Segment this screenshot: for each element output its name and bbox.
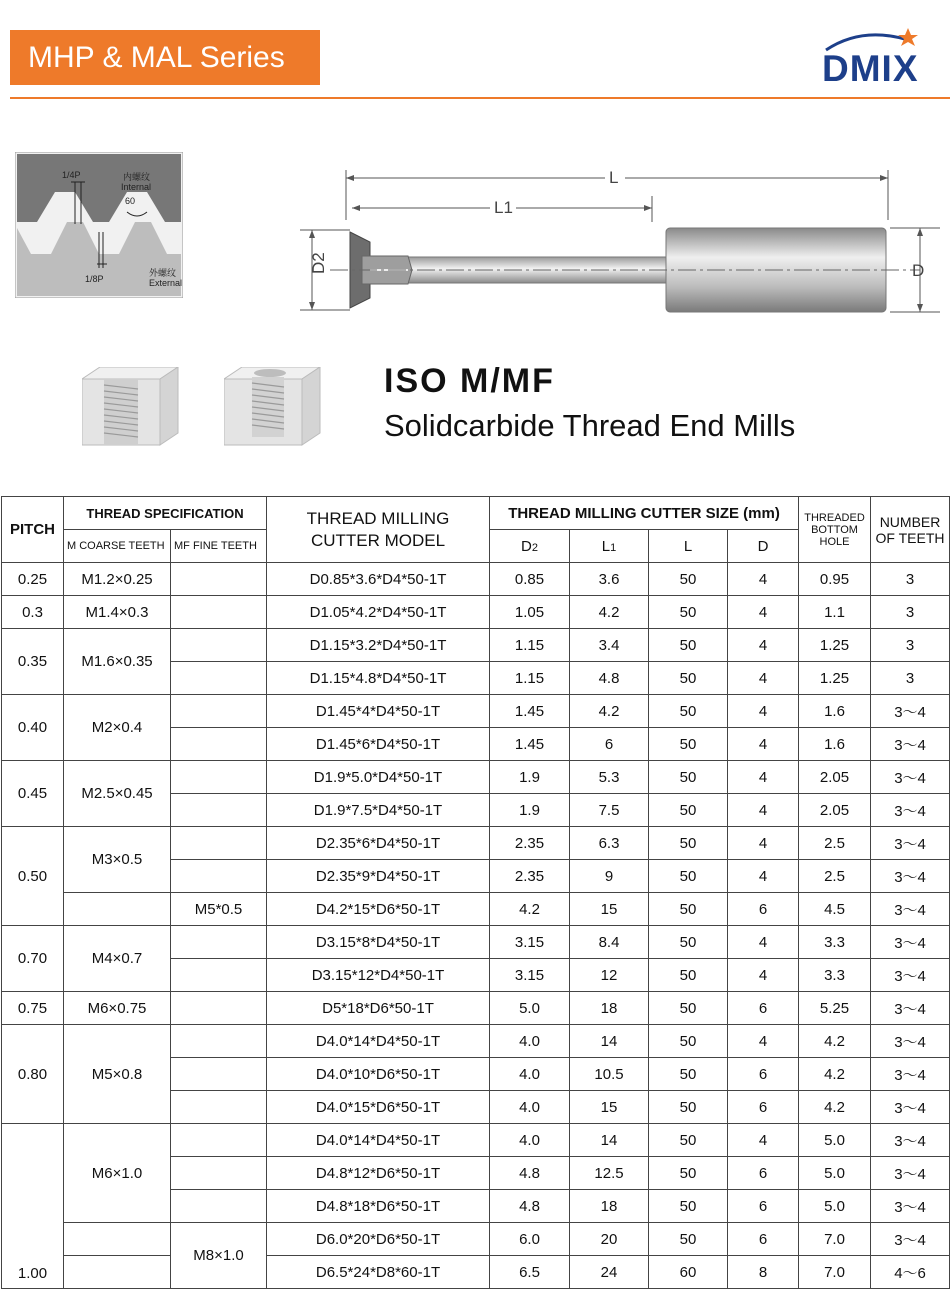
teeth-cell: 3～4 xyxy=(871,1157,950,1190)
d-cell: 6 xyxy=(728,1223,799,1256)
coarse-cell: M6×0.75 xyxy=(64,992,171,1025)
teeth-cell: 3～4 xyxy=(871,1058,950,1091)
l1-cell: 12.5 xyxy=(570,1157,649,1190)
fine-cell: M5*0.5 xyxy=(171,893,267,926)
header-coarse-teeth: M COARSE TEETH xyxy=(64,530,171,563)
teeth-cell: 3 xyxy=(871,596,950,629)
d2-cell: 6.0 xyxy=(490,1223,570,1256)
l-cell: 50 xyxy=(649,860,728,893)
l1-cell: 12 xyxy=(570,959,649,992)
d2-cell: 1.45 xyxy=(490,695,570,728)
coarse-cell: M6×1.0 xyxy=(64,1124,171,1223)
d-cell: 4 xyxy=(728,827,799,860)
coarse-cell xyxy=(64,1223,171,1256)
l1-cell: 10.5 xyxy=(570,1058,649,1091)
teeth-cell: 3～4 xyxy=(871,1190,950,1223)
threaded-block-hole-image xyxy=(224,367,324,449)
header-l1 xyxy=(570,530,649,563)
header-bottom-hole-line2: BOTTOM xyxy=(811,523,858,536)
header-d2-main: D xyxy=(521,537,532,555)
l-cell: 50 xyxy=(649,992,728,1025)
pitch-cell: 0.40 xyxy=(2,695,64,761)
fine-cell xyxy=(171,1157,267,1190)
table-row xyxy=(2,1256,950,1289)
d2-cell: 0.85 xyxy=(490,563,570,596)
dim-l-label: L xyxy=(609,168,619,187)
header-bottom-hole xyxy=(799,497,871,563)
model-cell: D3.15*8*D4*50-1T xyxy=(267,926,490,959)
table-row xyxy=(2,695,950,728)
table-row xyxy=(2,827,950,860)
l-cell: 50 xyxy=(649,1223,728,1256)
d-cell: 4 xyxy=(728,1025,799,1058)
d2-cell: 4.8 xyxy=(490,1157,570,1190)
fine-cell xyxy=(171,662,267,695)
table-row xyxy=(2,893,950,926)
model-cell: D1.15*4.8*D4*50-1T xyxy=(267,662,490,695)
hole-cell: 1.25 xyxy=(799,662,871,695)
header-thread-spec: THREAD SPECIFICATION xyxy=(64,497,267,530)
threaded-block-cutaway-image xyxy=(82,367,182,449)
coarse-cell: M3×0.5 xyxy=(64,827,171,893)
series-label: MHP & MAL Series xyxy=(10,30,320,85)
standard-title: ISO M/MF xyxy=(384,362,555,400)
l-cell: 50 xyxy=(649,1190,728,1223)
hole-cell: 5.25 xyxy=(799,992,871,1025)
pitch-cell: 0.25 xyxy=(2,563,64,596)
pitch-cell: 0.75 xyxy=(2,992,64,1025)
model-cell: D4.8*12*D6*50-1T xyxy=(267,1157,490,1190)
teeth-cell: 3～4 xyxy=(871,1223,950,1256)
l-cell: 50 xyxy=(649,827,728,860)
teeth-cell: 3～4 xyxy=(871,827,950,860)
hole-cell: 3.3 xyxy=(799,926,871,959)
fine-cell xyxy=(171,926,267,959)
dim-d2-label: D2 xyxy=(309,252,328,274)
d2-cell: 2.35 xyxy=(490,860,570,893)
table-row xyxy=(2,926,950,959)
hole-cell: 2.5 xyxy=(799,827,871,860)
teeth-cell: 3～4 xyxy=(871,728,950,761)
table-row xyxy=(2,629,950,662)
teeth-cell: 3～4 xyxy=(871,1025,950,1058)
teeth-cell: 3～4 xyxy=(871,992,950,1025)
model-cell: D4.0*10*D6*50-1T xyxy=(267,1058,490,1091)
table-row xyxy=(2,563,950,596)
pitch-cell: 0.50 xyxy=(2,827,64,926)
d2-cell: 4.0 xyxy=(490,1025,570,1058)
teeth-cell: 3 xyxy=(871,563,950,596)
d2-cell: 1.45 xyxy=(490,728,570,761)
header-fine-teeth: MF FINE TEETH xyxy=(171,530,267,563)
d2-cell: 2.35 xyxy=(490,827,570,860)
header-teeth xyxy=(871,497,950,563)
l1-cell: 4.2 xyxy=(570,695,649,728)
d-cell: 6 xyxy=(728,1058,799,1091)
fine-cell xyxy=(171,827,267,860)
header-l1-sub: 1 xyxy=(610,541,617,554)
model-cell: D3.15*12*D4*50-1T xyxy=(267,959,490,992)
l-cell: 50 xyxy=(649,959,728,992)
angle-label: 60 xyxy=(125,196,136,206)
table-row xyxy=(2,761,950,794)
d2-cell: 4.0 xyxy=(490,1091,570,1124)
l1-cell: 4.2 xyxy=(570,596,649,629)
hole-cell: 2.5 xyxy=(799,860,871,893)
teeth-cell: 3 xyxy=(871,662,950,695)
model-cell: D4.8*18*D6*50-1T xyxy=(267,1190,490,1223)
brand-name: DMIX xyxy=(822,48,919,89)
hole-cell: 5.0 xyxy=(799,1124,871,1157)
l-cell: 50 xyxy=(649,1124,728,1157)
l1-cell: 14 xyxy=(570,1124,649,1157)
teeth-cell: 3～4 xyxy=(871,695,950,728)
fine-cell xyxy=(171,1091,267,1124)
d-cell: 4 xyxy=(728,1124,799,1157)
l-cell: 50 xyxy=(649,695,728,728)
internal-label-cn: 内螺纹 xyxy=(123,172,151,182)
header-teeth-line2: OF TEETH xyxy=(875,529,945,546)
external-label-cn: 外螺纹 xyxy=(149,268,177,278)
internal-label-en: Internal xyxy=(121,182,152,192)
header-l: L xyxy=(649,530,728,563)
l1-cell: 7.5 xyxy=(570,794,649,827)
pitch-cell: 0.45 xyxy=(2,761,64,827)
hole-cell: 0.95 xyxy=(799,563,871,596)
d2-cell: 6.5 xyxy=(490,1256,570,1289)
d-cell: 8 xyxy=(728,1256,799,1289)
d-cell: 4 xyxy=(728,959,799,992)
header-bottom-hole-line1: THREADED xyxy=(804,511,865,524)
fine-cell xyxy=(171,1190,267,1223)
l1-cell: 15 xyxy=(570,893,649,926)
d2-cell: 1.05 xyxy=(490,596,570,629)
l1-cell: 6.3 xyxy=(570,827,649,860)
l1-cell: 3.6 xyxy=(570,563,649,596)
d2-cell: 1.15 xyxy=(490,629,570,662)
d2-cell: 3.15 xyxy=(490,926,570,959)
l-cell: 50 xyxy=(649,596,728,629)
model-cell: D1.05*4.2*D4*50-1T xyxy=(267,596,490,629)
table-row xyxy=(2,1124,950,1157)
model-cell: D4.0*14*D4*50-1T xyxy=(267,1025,490,1058)
teeth-cell: 3～4 xyxy=(871,1124,950,1157)
table-row xyxy=(2,1223,950,1256)
dim-d-label: D xyxy=(912,261,925,280)
l1-cell: 6 xyxy=(570,728,649,761)
model-cell: D2.35*6*D4*50-1T xyxy=(267,827,490,860)
pitch-cell: 0.3 xyxy=(2,596,64,629)
hole-cell: 7.0 xyxy=(799,1256,871,1289)
fine-cell xyxy=(171,728,267,761)
l1-cell: 9 xyxy=(570,860,649,893)
model-cell: D0.85*3.6*D4*50-1T xyxy=(267,563,490,596)
coarse-cell: M1.2×0.25 xyxy=(64,563,171,596)
model-cell: D1.45*4*D4*50-1T xyxy=(267,695,490,728)
quarter-pitch-label: 1/4P xyxy=(62,170,81,180)
pitch-cell: 0.70 xyxy=(2,926,64,992)
model-cell: D4.2*15*D6*50-1T xyxy=(267,893,490,926)
fine-cell xyxy=(171,1124,267,1157)
fine-cell: M8×1.0 xyxy=(171,1223,267,1289)
l-cell: 50 xyxy=(649,761,728,794)
brand-logo xyxy=(822,28,944,88)
l1-cell: 14 xyxy=(570,1025,649,1058)
teeth-cell: 3～4 xyxy=(871,761,950,794)
table-row xyxy=(2,1025,950,1058)
fine-cell xyxy=(171,1025,267,1058)
hole-cell: 4.2 xyxy=(799,1091,871,1124)
coarse-cell: M5×0.8 xyxy=(64,1025,171,1124)
d-cell: 4 xyxy=(728,695,799,728)
teeth-cell: 4～6 xyxy=(871,1256,950,1289)
table-row xyxy=(2,596,950,629)
hole-cell: 2.05 xyxy=(799,794,871,827)
header-cutter-model xyxy=(267,497,490,563)
hole-cell: 4.2 xyxy=(799,1058,871,1091)
hole-cell: 4.5 xyxy=(799,893,871,926)
eighth-pitch-label: 1/8P xyxy=(85,274,104,284)
coarse-cell xyxy=(64,1256,171,1289)
d2-cell: 1.9 xyxy=(490,761,570,794)
coarse-cell: M2×0.4 xyxy=(64,695,171,761)
l-cell: 50 xyxy=(649,563,728,596)
fine-cell xyxy=(171,959,267,992)
d-cell: 6 xyxy=(728,1190,799,1223)
teeth-cell: 3～4 xyxy=(871,1091,950,1124)
l1-cell: 4.8 xyxy=(570,662,649,695)
header-d: D xyxy=(728,530,799,563)
fine-cell xyxy=(171,1058,267,1091)
header-cutter-model-line2: CUTTER MODEL xyxy=(310,530,446,550)
external-label-en: External xyxy=(149,278,183,288)
coarse-cell xyxy=(64,893,171,926)
d-cell: 4 xyxy=(728,596,799,629)
hole-cell: 1.6 xyxy=(799,728,871,761)
teeth-cell: 3～4 xyxy=(871,860,950,893)
header-cutter-model-line1: THREAD MILLING xyxy=(306,508,450,528)
coarse-cell: M1.4×0.3 xyxy=(64,596,171,629)
fine-cell xyxy=(171,761,267,794)
teeth-cell: 3 xyxy=(871,629,950,662)
coarse-cell: M1.6×0.35 xyxy=(64,629,171,695)
fine-cell xyxy=(171,794,267,827)
product-subtitle: Solidcarbide Thread End Mills xyxy=(384,408,796,443)
l1-cell: 18 xyxy=(570,1190,649,1223)
d-cell: 4 xyxy=(728,926,799,959)
header-d2-sub: 2 xyxy=(531,541,538,554)
model-cell: D1.45*6*D4*50-1T xyxy=(267,728,490,761)
teeth-cell: 3～4 xyxy=(871,794,950,827)
header-cutter-size: THREAD MILLING CUTTER SIZE (mm) xyxy=(490,497,799,530)
l1-cell: 3.4 xyxy=(570,629,649,662)
model-cell: D1.15*3.2*D4*50-1T xyxy=(267,629,490,662)
l1-cell: 8.4 xyxy=(570,926,649,959)
d2-cell: 3.15 xyxy=(490,959,570,992)
model-cell: D4.0*14*D4*50-1T xyxy=(267,1124,490,1157)
fine-cell xyxy=(171,629,267,662)
d-cell: 6 xyxy=(728,992,799,1025)
model-cell: D6.5*24*D8*60-1T xyxy=(267,1256,490,1289)
header-teeth-line1: NUMBER xyxy=(879,513,941,530)
fine-cell xyxy=(171,992,267,1025)
coarse-cell: M4×0.7 xyxy=(64,926,171,992)
l-cell: 50 xyxy=(649,926,728,959)
dim-l1-label: L1 xyxy=(494,198,513,217)
d-cell: 6 xyxy=(728,1091,799,1124)
header-divider xyxy=(10,97,950,99)
hole-cell: 7.0 xyxy=(799,1223,871,1256)
l-cell: 50 xyxy=(649,629,728,662)
l-cell: 50 xyxy=(649,1157,728,1190)
d-cell: 4 xyxy=(728,563,799,596)
hole-cell: 4.2 xyxy=(799,1025,871,1058)
header-d2 xyxy=(490,530,570,563)
d-cell: 6 xyxy=(728,1157,799,1190)
l-cell: 60 xyxy=(649,1256,728,1289)
hole-cell: 3.3 xyxy=(799,959,871,992)
thread-profile-diagram xyxy=(15,152,183,298)
d-cell: 4 xyxy=(728,728,799,761)
model-cell: D2.35*9*D4*50-1T xyxy=(267,860,490,893)
header-pitch: PITCH xyxy=(2,497,64,563)
l-cell: 50 xyxy=(649,794,728,827)
l-cell: 50 xyxy=(649,728,728,761)
thread-mill-spec-table xyxy=(1,496,950,1289)
model-cell: D5*18*D6*50-1T xyxy=(267,992,490,1025)
d-cell: 4 xyxy=(728,794,799,827)
pitch-cell: 0.80 xyxy=(2,1025,64,1124)
d2-cell: 4.8 xyxy=(490,1190,570,1223)
l-cell: 50 xyxy=(649,893,728,926)
l-cell: 50 xyxy=(649,1025,728,1058)
model-cell: D1.9*5.0*D4*50-1T xyxy=(267,761,490,794)
d-cell: 4 xyxy=(728,761,799,794)
hole-cell: 1.25 xyxy=(799,629,871,662)
hole-cell: 1.1 xyxy=(799,596,871,629)
l1-cell: 18 xyxy=(570,992,649,1025)
l1-cell: 24 xyxy=(570,1256,649,1289)
l-cell: 50 xyxy=(649,1058,728,1091)
l1-cell: 20 xyxy=(570,1223,649,1256)
d-cell: 6 xyxy=(728,893,799,926)
hole-cell: 5.0 xyxy=(799,1190,871,1223)
end-mill-drawing xyxy=(300,160,950,320)
l1-cell: 5.3 xyxy=(570,761,649,794)
d2-cell: 1.15 xyxy=(490,662,570,695)
teeth-cell: 3～4 xyxy=(871,926,950,959)
d2-cell: 5.0 xyxy=(490,992,570,1025)
header-l1-main: L xyxy=(601,537,611,555)
fine-cell xyxy=(171,860,267,893)
teeth-cell: 3～4 xyxy=(871,959,950,992)
model-cell: D6.0*20*D6*50-1T xyxy=(267,1223,490,1256)
d2-cell: 4.2 xyxy=(490,893,570,926)
fine-cell xyxy=(171,563,267,596)
pitch-cell: 1.00 xyxy=(2,1124,64,1289)
hole-cell: 2.05 xyxy=(799,761,871,794)
fine-cell xyxy=(171,596,267,629)
coarse-cell: M2.5×0.45 xyxy=(64,761,171,827)
header-bottom-hole-line3: HOLE xyxy=(819,535,850,548)
fine-cell xyxy=(171,695,267,728)
d-cell: 4 xyxy=(728,662,799,695)
d2-cell: 4.0 xyxy=(490,1058,570,1091)
d2-cell: 4.0 xyxy=(490,1124,570,1157)
teeth-cell: 3～4 xyxy=(871,893,950,926)
table-row xyxy=(2,992,950,1025)
model-cell: D1.9*7.5*D4*50-1T xyxy=(267,794,490,827)
d-cell: 4 xyxy=(728,860,799,893)
pitch-cell: 0.35 xyxy=(2,629,64,695)
d-cell: 4 xyxy=(728,629,799,662)
hole-cell: 1.6 xyxy=(799,695,871,728)
d2-cell: 1.9 xyxy=(490,794,570,827)
l1-cell: 15 xyxy=(570,1091,649,1124)
l-cell: 50 xyxy=(649,662,728,695)
model-cell: D4.0*15*D6*50-1T xyxy=(267,1091,490,1124)
hole-cell: 5.0 xyxy=(799,1157,871,1190)
l-cell: 50 xyxy=(649,1091,728,1124)
